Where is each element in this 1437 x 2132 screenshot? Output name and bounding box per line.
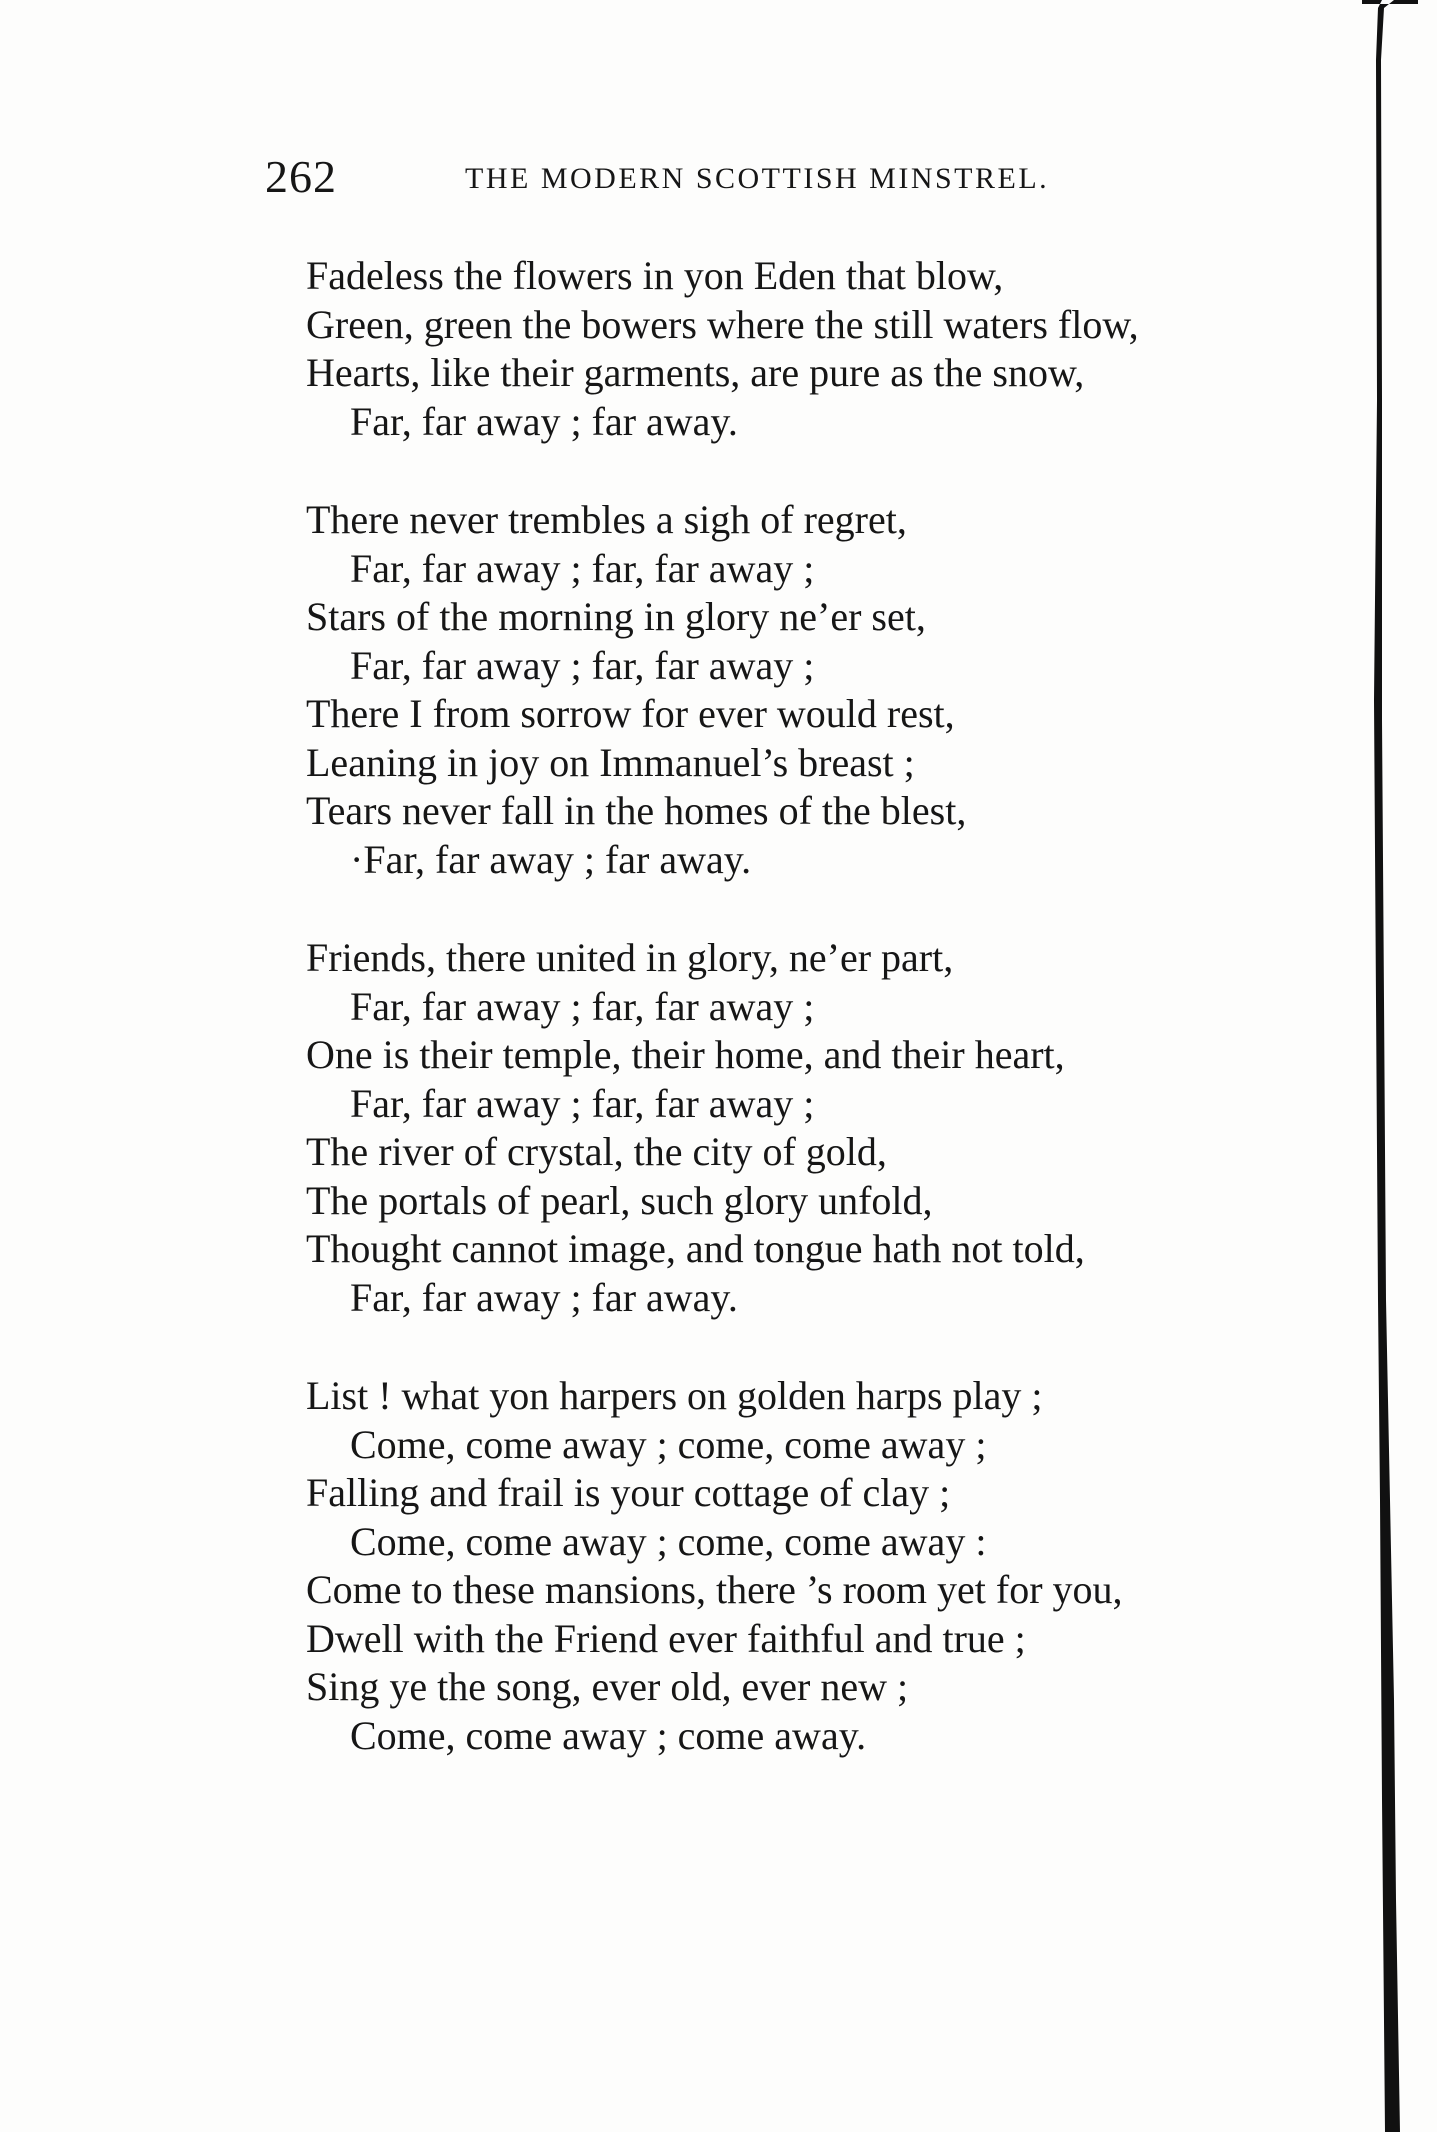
refrain-line: Come, come away ; come, come away : xyxy=(350,1518,987,1564)
stanza-2 xyxy=(306,496,1246,884)
poem-line: Hearts, like their garments, are pure as the snow, xyxy=(306,350,1085,395)
poem-line: One is their temple, their home, and their heart, xyxy=(306,1032,1065,1077)
poem-line: Friends, there united in glory, ne’er part, xyxy=(306,935,954,980)
refrain-line: Far, far away ; far, far away ; xyxy=(350,983,815,1029)
poem-line: Thought cannot image, and tongue hath not told, xyxy=(306,1226,1085,1271)
page-number: 262 xyxy=(265,151,337,202)
stanza-1 xyxy=(306,252,1246,446)
refrain-line: Far, far away ; far away. xyxy=(350,398,738,444)
poem-line: List ! what yon harpers on golden harps play ; xyxy=(306,1373,1043,1418)
refrain-line: Far, far away ; far away. xyxy=(350,1274,738,1320)
running-title: THE MODERN SCOTTISH MINSTREL. xyxy=(465,162,1050,195)
poem-line: There never trembles a sigh of regret, xyxy=(306,497,907,542)
refrain-line: Come, come away ; come, come away ; xyxy=(350,1421,987,1467)
poem-line: Fadeless the flowers in yon Eden that blow, xyxy=(306,253,1004,298)
stanza-3 xyxy=(306,934,1246,1322)
poem-line: Falling and frail is your cottage of clay ; xyxy=(306,1470,951,1515)
page-edge-shadow xyxy=(1360,0,1420,2132)
poem-line: Stars of the morning in glory ne’er set, xyxy=(306,594,926,639)
poem-line: Leaning in joy on Immanuel’s breast ; xyxy=(306,739,915,785)
poem-line: The portals of pearl, such glory unfold, xyxy=(306,1177,933,1223)
page-header xyxy=(265,150,1085,210)
refrain-line: ·Far, far away ; far away. xyxy=(350,836,752,882)
stanza-4 xyxy=(306,1372,1246,1760)
refrain-line: Come, come away ; come away. xyxy=(350,1712,867,1758)
poem-line: There I from sorrow for ever would rest, xyxy=(306,691,955,736)
refrain-line: Far, far away ; far, far away ; xyxy=(350,1080,815,1126)
refrain-line: Far, far away ; far, far away ; xyxy=(350,545,815,591)
poem-line: Tears never fall in the homes of the blest, xyxy=(306,788,967,833)
poem-line: Sing ye the song, ever old, ever new ; xyxy=(306,1664,909,1709)
poem-line: Dwell with the Friend ever faithful and true ; xyxy=(306,1615,1026,1661)
poem xyxy=(306,252,1246,1810)
refrain-line: Far, far away ; far, far away ; xyxy=(350,642,815,688)
poem-line: Come to these mansions, there ’s room yet for you, xyxy=(306,1567,1123,1612)
poem-line: Green, green the bowers where the still waters flow, xyxy=(306,301,1139,347)
poem-line: The river of crystal, the city of gold, xyxy=(306,1129,887,1174)
